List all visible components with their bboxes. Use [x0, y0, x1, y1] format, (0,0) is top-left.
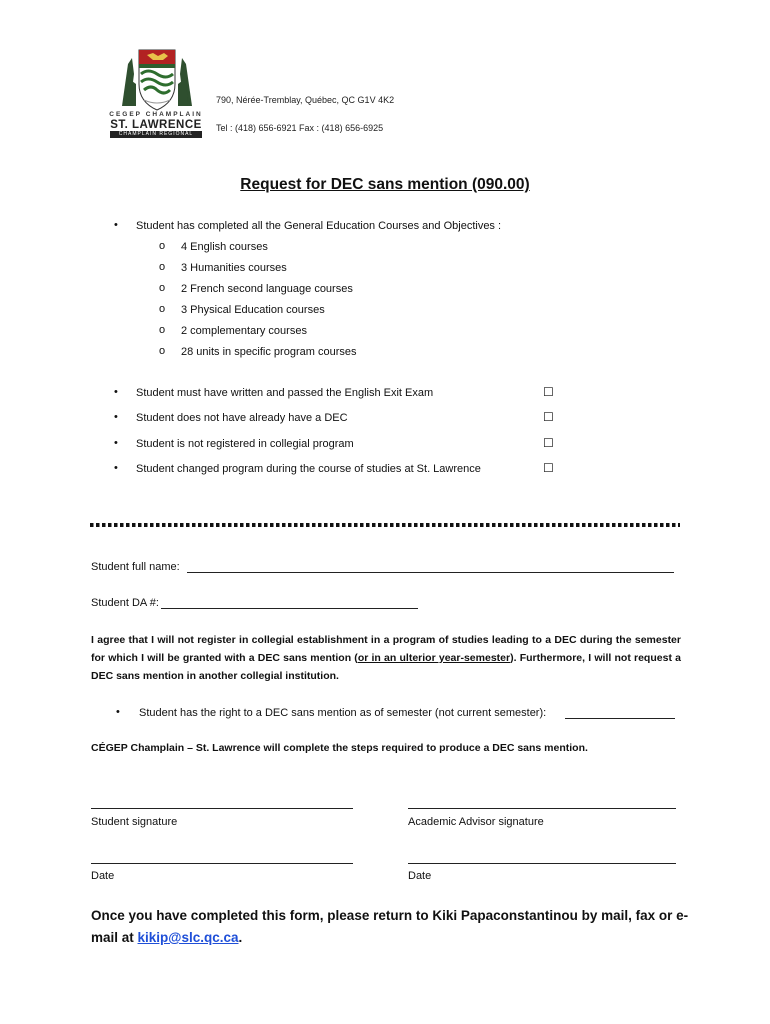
requirement-item: 3 Physical Education courses: [181, 304, 325, 316]
college-address: 790, Nérée-Tremblay, Québec, QC G1V 4K2: [216, 95, 395, 105]
advisor-signature-label: Academic Advisor signature: [408, 816, 544, 828]
da-label: Student DA #:: [91, 597, 159, 609]
bullet-icon: •: [114, 462, 118, 474]
cegep-statement: CÉGEP Champlain – St. Lawrence will complete the steps required to produce a DEC sans mention.: [91, 742, 588, 754]
circle-bullet-icon: o: [159, 303, 166, 315]
student-signature-label: Student signature: [91, 816, 178, 828]
date-label: Date: [408, 870, 432, 882]
logo-line1: CEGEP CHAMPLAIN: [109, 111, 203, 118]
logo-line2: ST. LAWRENCE: [110, 119, 202, 131]
date-line-advisor[interactable]: [408, 863, 676, 864]
right-semester-text: Student has the right to a DEC sans mention as of semester (not current semester):: [139, 707, 547, 719]
requirement-item: 2 French second language courses: [181, 283, 353, 295]
circle-bullet-icon: o: [159, 261, 166, 273]
checklist-item: Student changed program during the course of studies at St. Lawrence: [136, 463, 481, 475]
bullet-icon: •: [114, 411, 118, 423]
checklist-item: Student must have written and passed the English Exit Exam: [136, 387, 434, 399]
agreement-paragraph: I agree that I will not register in collegial establishment in a program of studies leading to a DEC during the semester for which I will be granted with a DEC sans mention (or in an ulterior year-semester). Furthermore, I will not request a DEC sans mention in another collegial institution.: [91, 634, 681, 682]
circle-bullet-icon: o: [159, 345, 166, 357]
college-contact: Tel : (418) 656-6921 Fax : (418) 656-6925: [216, 123, 384, 133]
agreement-underlined: or in an ulterior year-semester: [357, 652, 511, 664]
circle-bullet-icon: o: [159, 324, 166, 336]
advisor-signature-line[interactable]: [408, 808, 676, 809]
semester-field[interactable]: [565, 718, 675, 719]
circle-bullet-icon: o: [159, 240, 166, 252]
bullet-icon: •: [114, 437, 118, 449]
student-signature-line[interactable]: [91, 808, 353, 809]
form-title: Request for DEC sans mention (090.00): [240, 176, 530, 193]
bullet-icon: •: [114, 386, 118, 398]
bullet-icon: •: [116, 706, 120, 718]
requirement-item: 2 complementary courses: [181, 325, 307, 337]
checkbox[interactable]: ☐: [543, 461, 554, 475]
requirement-item: 4 English courses: [181, 241, 268, 253]
da-field[interactable]: [161, 608, 418, 609]
full-name-label: Student full name:: [91, 561, 180, 573]
email-link[interactable]: kikip@slc.qc.ca: [137, 930, 239, 945]
checklist-item: Student does not have already have a DEC: [136, 412, 348, 424]
requirement-item: 3 Humanities courses: [181, 262, 287, 274]
full-name-field[interactable]: [187, 572, 674, 573]
date-line-student[interactable]: [91, 863, 353, 864]
logo-line3: CHAMPLAIN REGIONAL COLLEGE: [110, 131, 202, 138]
circle-bullet-icon: o: [159, 282, 166, 294]
bullet-icon: •: [114, 219, 118, 231]
date-label: Date: [91, 870, 115, 882]
crest-icon: [108, 44, 206, 114]
checkbox[interactable]: ☐: [543, 410, 554, 424]
requirement-item: 28 units in specific program courses: [181, 346, 357, 358]
checkbox[interactable]: ☐: [543, 436, 554, 450]
dotted-separator: [88, 515, 682, 521]
requirements-intro: Student has completed all the General Education Courses and Objectives :: [136, 220, 502, 232]
checklist-item: Student is not registered in collegial program: [136, 438, 354, 450]
return-instructions: Once you have completed this form, please return to Kiki Papaconstantinou by mail, fax or e-mail at kikip@slc.qc.ca.: [91, 908, 689, 945]
checkbox[interactable]: ☐: [543, 385, 554, 399]
